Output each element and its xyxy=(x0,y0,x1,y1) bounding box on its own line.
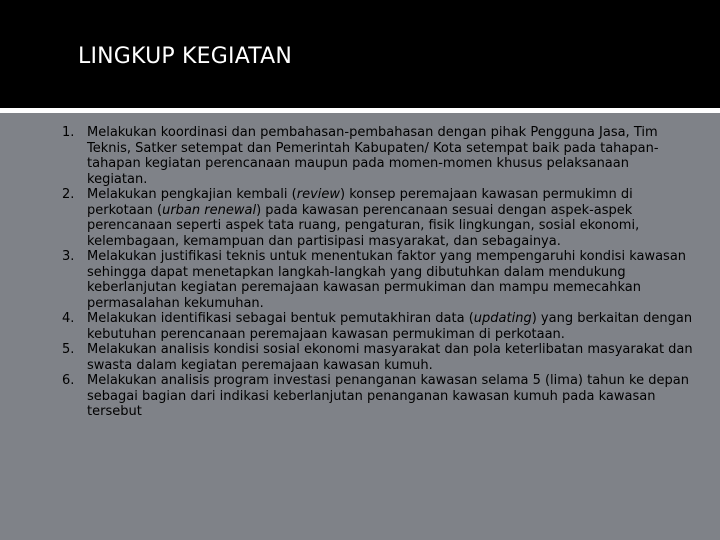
list-item xyxy=(0,187,693,249)
item-number: 5. xyxy=(62,342,75,357)
item-emphasis: urban renewal xyxy=(162,202,257,218)
item-number: 6. xyxy=(62,373,75,388)
item-text: Melakukan analisis program investasi penanganan kawasan selama 5 (lima) tahun ke depan sebagai bagian dari indikasi keberlanjutan penanganan kawasan kumuh pada kawasan tersebut xyxy=(87,373,689,419)
item-text: Melakukan analisis kondisi sosial ekonomi masyarakat dan pola keterlibatan masyarakat dan swasta dalam kegiatan peremajaan kawasan kumuh. xyxy=(87,342,693,373)
slide-title: LINGKUP KEGIATAN xyxy=(78,44,293,69)
item-number: 2. xyxy=(62,187,75,202)
item-emphasis: review xyxy=(296,187,341,202)
item-text-segment: ) pada kawasan perencanaan sesuai dengan aspek-aspek perencanaan seperti aspek tata ruang, pengaturan, fisik lingkungan, sosial ekonomi, kelembagaan, kemampuan dan partisipasi masyarakat, dan sebagainya. xyxy=(87,202,640,249)
item-text-segment: Melakukan pengkajian kembali ( xyxy=(87,187,297,202)
item-number: 3. xyxy=(62,249,75,264)
content-panel xyxy=(0,113,720,540)
title-bar xyxy=(0,0,720,108)
list-item xyxy=(0,249,693,311)
activity-list xyxy=(0,125,693,420)
list-item xyxy=(0,342,693,373)
item-text xyxy=(87,187,639,249)
item-emphasis: updating xyxy=(473,311,532,326)
list-item xyxy=(0,311,693,342)
item-text-segment: ) yang berkaitan dengan kebutuhan perencanaan peremajaan kawasan permukiman di perkotaan. xyxy=(87,311,693,342)
item-number: 4. xyxy=(62,311,75,326)
item-text-segment: Melakukan identifikasi sebagai bentuk pemutakhiran data ( xyxy=(87,311,474,326)
item-text: Melakukan koordinasi dan pembahasan-pembahasan dengan pihak Pengguna Jasa, Tim Teknis, Satker setempat dan Pemerintah Kabupaten/ Kota setempat baik pada tahapan-tahapan kegiatan perencanaan maupun pada momen-momen khusus pelaksanaan kegiatan. xyxy=(87,125,659,187)
list-item xyxy=(0,373,693,420)
item-text: Melakukan justifikasi teknis untuk menentukan faktor yang mempengaruhi kondisi kawasan sehingga dapat menetapkan langkah-langkah yang dibutuhkan dalam mendukung keberlanjutan kegiatan peremajaan kawasan permukiman dan mampu memecahkan permasalahan kekumuhan. xyxy=(87,249,687,311)
list-item xyxy=(0,125,693,187)
item-text xyxy=(87,311,692,342)
item-number: 1. xyxy=(62,125,75,140)
item-text-segment: ) konsep peremajaan kawasan permukimn di perkotaan ( xyxy=(87,187,633,218)
